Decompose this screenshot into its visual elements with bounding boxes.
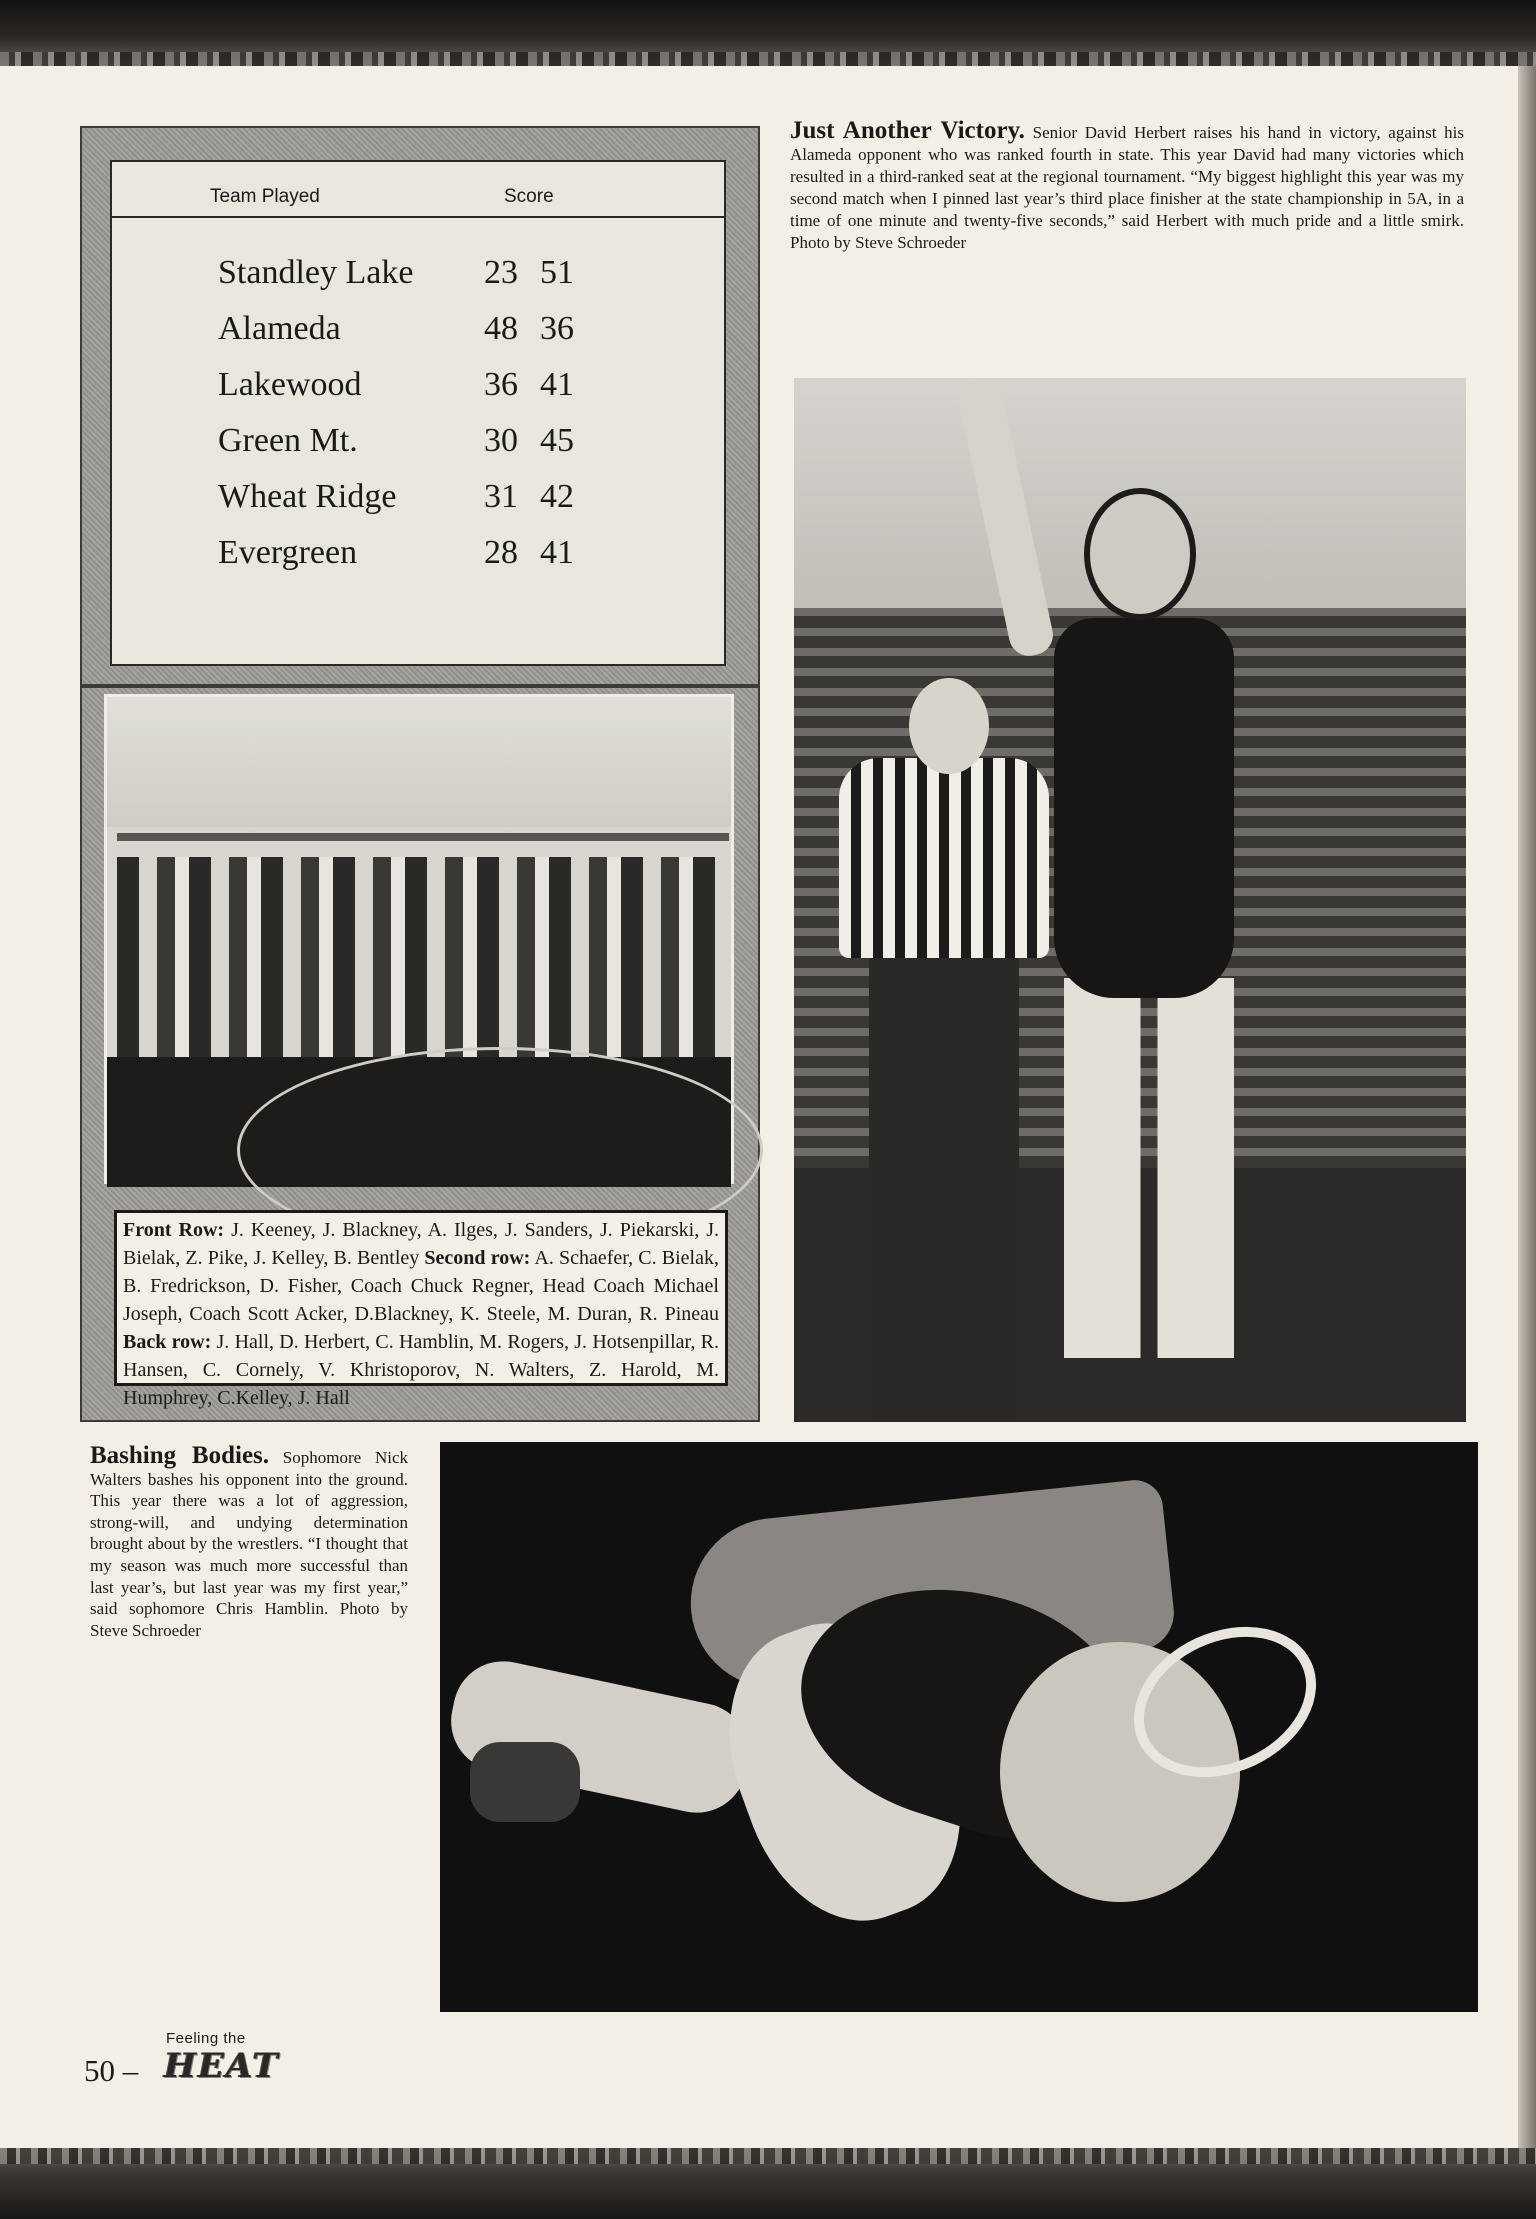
page-number: 50 – xyxy=(84,2053,139,2088)
score-row xyxy=(218,422,698,478)
bashing-caption xyxy=(90,1442,408,1641)
opponent-score: 51 xyxy=(540,254,574,291)
victory-headline: Just Another Victory. xyxy=(790,117,1025,144)
scanned-bottom-border xyxy=(0,2148,1536,2219)
logo-small-text: Feeling the xyxy=(166,2030,246,2047)
score-row xyxy=(218,310,698,366)
referee-legs xyxy=(869,958,1019,1418)
golden-score: 36 xyxy=(484,366,518,403)
bashing-body: Sophomore Nick Walters bashes his opponent into the ground. This year there was a lot of aggression, strong-will, and undying determination brought about by the wrestlers. “I thought that my season was much more successful than last year’s, but last year was my first year,” said sophomore Chris Hamblin. Photo by Steve Schroeder xyxy=(90,1448,408,1640)
team-name: Standley Lake xyxy=(218,254,414,291)
team-name: Green Mt. xyxy=(218,422,358,459)
bashing-headline: Bashing Bodies. xyxy=(90,1442,270,1469)
bashing-photo xyxy=(440,1442,1478,2012)
wrestling-singlet xyxy=(1054,618,1234,998)
score-row xyxy=(218,366,698,422)
golden-score: 48 xyxy=(484,310,518,347)
score-table-header xyxy=(112,162,724,218)
winning-wrestler xyxy=(1044,488,1264,1388)
team-name: Evergreen xyxy=(218,534,358,571)
wall-stripe xyxy=(117,833,729,841)
gym-wall xyxy=(107,697,731,827)
golden-score: 30 xyxy=(484,422,518,459)
score-row xyxy=(218,478,698,534)
wrestler-headgear xyxy=(1084,488,1196,620)
opponent-score: 36 xyxy=(540,310,574,347)
referee-striped-shirt xyxy=(839,758,1049,958)
front-row-names: J. Keeney, J. Blackney, A. Ilges, J. Sanders, J. Piekarski, J. Bielak, Z. Pike, J. Kelley, B. Bentley xyxy=(123,1219,720,1269)
score-row xyxy=(218,254,698,310)
victory-photo xyxy=(794,378,1466,1422)
second-row-label: Second row: xyxy=(424,1247,531,1269)
score-table xyxy=(110,160,726,666)
victory-caption xyxy=(790,117,1464,254)
wrestling-team-group xyxy=(117,857,729,1057)
victory-body: Senior David Herbert raises his hand in victory, against his Alameda opponent who was ranked fourth in state. This year David had many victories which resulted in a third-ranked seat at the regional tournament. “My biggest highlight this year was my second match when I pinned last year’s third place finisher at the state championship in 5A, in a time of one minute and twenty-five seconds,” said Herbert with much pride and a little smirk. Photo by Steve Schroeder xyxy=(790,123,1464,252)
opponent-score: 41 xyxy=(540,366,574,403)
score-rows xyxy=(218,254,698,590)
team-photo xyxy=(104,694,734,1184)
referee xyxy=(839,678,1059,1418)
referee-head xyxy=(909,678,989,774)
score-header: Score xyxy=(504,186,554,207)
team-roster-caption xyxy=(114,1210,728,1409)
back-row-names: J. Hall, D. Herbert, C. Hamblin, M. Rogers, J. Hotsenpillar, R. Hansen, C. Cornely, V. Khristoporov, N. Walters, Z. Harold, M. Humphrey, C.Kelley, J. Hall xyxy=(123,1331,719,1409)
wrestler-legs xyxy=(1064,978,1234,1358)
team-name: Alameda xyxy=(218,310,341,347)
golden-score: 23 xyxy=(484,254,518,291)
team-played-header: Team Played xyxy=(210,186,320,207)
golden-score: 31 xyxy=(484,478,518,515)
team-name: Lakewood xyxy=(218,366,362,403)
opponent-score: 41 xyxy=(540,534,574,571)
feeling-the-heat-logo xyxy=(164,2030,280,2096)
back-row-label: Back row: xyxy=(123,1331,212,1353)
front-row-label: Front Row: xyxy=(123,1219,225,1241)
wrestling-shoe xyxy=(470,1742,580,1822)
opponent-score: 42 xyxy=(540,478,574,515)
team-name: Wheat Ridge xyxy=(218,478,397,515)
score-row xyxy=(218,534,698,590)
second-row-names: A. Schaefer, C. Bielak, B. Fredrickson, D. Fisher, Coach Chuck Regner, Head Coach Michael Joseph, Coach Scott Acker, D.Blackney, K. Steele, M. Duran, R. Pineau xyxy=(123,1247,719,1325)
page-edge xyxy=(1518,66,1536,2148)
opponent-score: 45 xyxy=(540,422,574,459)
scanned-top-border xyxy=(0,0,1536,66)
logo-heat-text: HEAT xyxy=(164,2046,280,2086)
golden-score: 28 xyxy=(484,534,518,571)
